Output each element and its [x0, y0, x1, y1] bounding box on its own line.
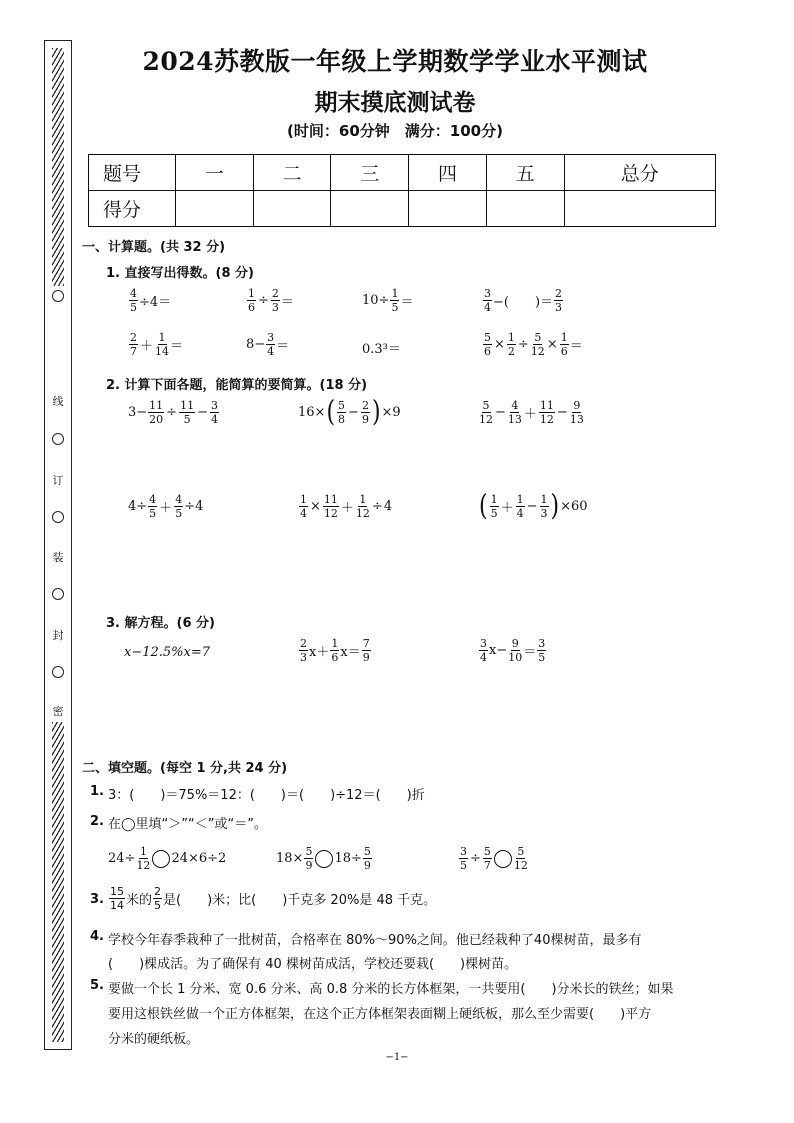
denominator: 12: [539, 413, 554, 426]
numerator: 2: [300, 637, 307, 650]
expr-text: ＝: [170, 339, 184, 354]
numerator: 1: [331, 637, 339, 650]
expr-a3: [362, 288, 413, 313]
denominator: 20: [149, 413, 164, 426]
numerator: 5: [305, 845, 313, 858]
denominator: 10: [508, 651, 523, 664]
denominator: 9: [305, 859, 313, 872]
left-paren: (: [326, 395, 336, 429]
denominator: 14: [155, 345, 170, 358]
expr-a1: [128, 288, 171, 313]
numerator: 4: [149, 493, 157, 506]
denominator: 4: [516, 507, 524, 520]
numerator: 15: [110, 885, 124, 898]
left-paren: (: [479, 489, 488, 523]
denominator: 4: [484, 301, 491, 314]
numerator: 1: [300, 493, 307, 506]
operator: −: [495, 405, 506, 420]
expr-a2: [246, 288, 294, 313]
numerator: 2: [130, 331, 137, 344]
numerator: 11: [149, 399, 164, 412]
operator: ×: [494, 337, 505, 352]
denominator: 5: [130, 301, 137, 314]
section2-q4-line1: 学校今年春季栽种了一批树苗，合格率在 80%～90%之间。他已经栽种了40棵树苗，最多有: [108, 933, 642, 948]
denominator: 3: [555, 301, 563, 314]
right-paren: ): [550, 489, 560, 523]
right-paren: ): [371, 395, 381, 429]
denominator: 12: [323, 507, 338, 520]
expr-text: ＝: [276, 339, 290, 354]
numerator: 5: [517, 845, 525, 858]
score-header-cell: 一: [176, 155, 254, 191]
expr-text: −( )＝: [493, 295, 554, 310]
numerator: 1: [158, 331, 166, 344]
expr-text: 16×: [298, 405, 326, 420]
denominator: 3: [300, 651, 307, 664]
numerator: 5: [484, 331, 491, 344]
denominator: 7: [483, 859, 491, 872]
expr-text: 24÷: [108, 851, 136, 866]
denominator: 5: [391, 301, 399, 314]
expr-a7: [362, 338, 401, 357]
section2-q2: 在◯里填“＞”“＜”或“＝”。: [108, 817, 267, 832]
denominator: 6: [560, 345, 568, 358]
denominator: 9: [363, 859, 371, 872]
expr-text: x＋: [309, 645, 330, 660]
numerator: 1: [139, 845, 147, 858]
expr-text: 4÷: [128, 499, 148, 514]
numerator: 2: [555, 287, 563, 300]
numerator: 5: [363, 845, 371, 858]
denominator: 4: [267, 345, 275, 358]
denominator: 12: [513, 859, 528, 872]
section1-q3: 3. 解方程。(6 分): [106, 616, 215, 631]
operator: −: [526, 499, 538, 514]
denominator: 5: [154, 899, 162, 912]
denominator: 5: [490, 507, 498, 520]
score-cell[interactable]: [253, 191, 331, 227]
denominator: 9: [362, 651, 370, 664]
score-header-cell: 题号: [89, 155, 176, 191]
numerator: 5: [534, 331, 542, 344]
expr-b5: [298, 494, 392, 519]
denominator: 5: [149, 507, 157, 520]
section1-q2: 2. 计算下面各题，能简算的要简算。(18 分): [106, 378, 368, 393]
denominator: 14: [110, 899, 124, 912]
score-cell[interactable]: [564, 191, 715, 227]
binding-char-feng: 封: [50, 627, 66, 643]
expr-c3: [478, 638, 547, 663]
numerator: 1: [560, 331, 568, 344]
score-header-cell: 四: [409, 155, 487, 191]
section2-q5-number: 5.: [90, 978, 104, 993]
numerator: 1: [490, 493, 498, 506]
expr-text: x−12.5%x=7: [124, 645, 211, 660]
expr-a8: [482, 332, 583, 357]
expr-b4: [128, 494, 203, 519]
denominator: 12: [530, 345, 545, 358]
score-table: [88, 154, 716, 227]
compare-c: [458, 846, 529, 871]
numerator: 1: [516, 493, 524, 506]
denominator: 12: [355, 507, 370, 520]
score-cell[interactable]: [409, 191, 487, 227]
expr-text: 0.3³＝: [362, 342, 401, 357]
operator: ＋: [340, 501, 354, 516]
section1-q1: 1. 直接写出得数。(8 分): [106, 266, 254, 281]
operator: ÷: [371, 499, 383, 514]
expr-text: ÷4＝: [139, 295, 172, 310]
expr-text: 24×6÷2: [171, 851, 227, 866]
expr-text: ＝: [569, 339, 583, 354]
binding-circle: [52, 666, 64, 678]
expr-text: ＝: [400, 295, 414, 310]
expr-text: x−: [489, 643, 508, 658]
score-header-cell: 三: [331, 155, 409, 191]
numerator: 1: [359, 493, 367, 506]
denominator: 7: [130, 345, 137, 358]
denominator: 2: [507, 345, 515, 358]
expr-text: ×60: [560, 499, 588, 514]
expr-text: ＝: [280, 295, 294, 310]
numerator: 1: [248, 287, 255, 300]
denominator: 5: [183, 413, 191, 426]
denominator: 12: [136, 859, 151, 872]
denominator: 3: [271, 301, 279, 314]
section2-q4-line2: ( )棵成活。为了确保有 40 棵树苗成活，学校还要栽( )棵树苗。: [108, 957, 518, 972]
operator: −: [348, 405, 359, 420]
score-table-score-row: [89, 191, 716, 227]
operator: ×: [310, 499, 321, 514]
section2-q1-number: 1.: [90, 784, 104, 799]
numerator: 2: [271, 287, 279, 300]
score-table-header-row: [89, 155, 716, 191]
numerator: 2: [361, 399, 369, 412]
expr-text: 米的: [126, 893, 153, 908]
binding-circle: [52, 433, 64, 445]
expr-c2: [298, 638, 372, 663]
section1-title: 一、计算题。(共 32 分): [82, 240, 226, 255]
denominator: 5: [175, 507, 183, 520]
denominator: 9: [361, 413, 369, 426]
numerator: 3: [210, 399, 218, 412]
section2-q2-number: 2.: [90, 814, 104, 829]
denominator: 6: [484, 345, 491, 358]
expr-text: 8−: [246, 337, 266, 352]
denominator: 12: [479, 413, 493, 426]
expr-b1: [128, 400, 220, 425]
binding-char-ding: 订: [50, 472, 66, 488]
expr-b2: [298, 395, 401, 429]
denominator: 4: [210, 413, 218, 426]
exam-title: 2024苏教版一年级上学期数学学业水平测试: [142, 47, 648, 76]
compare-circle-blank[interactable]: [315, 850, 333, 868]
score-row-label: 得分: [89, 191, 176, 227]
section2-q5-line2: 要用这根铁丝做一个正方体框架，在这个正方体框架表面糊上硬纸板，那么至少需要( )平方: [108, 1007, 652, 1022]
binding-char-zhuang: 装: [50, 549, 66, 565]
expr-text: 18×: [276, 851, 304, 866]
operator: ÷: [517, 337, 529, 352]
score-header-cell: 总分: [564, 155, 715, 191]
numerator: 1: [391, 287, 399, 300]
section2-q5-line1: 要做一个长 1 分米、宽 0.6 分米、高 0.8 分米的长方体框架，一共要用( )分米长的铁丝；如果: [108, 982, 674, 997]
section2-q4-number: 4.: [90, 929, 104, 944]
expr-b3: [478, 400, 585, 425]
operator: −: [556, 405, 568, 420]
section2-q5-line3: 分米的硬纸板。: [108, 1032, 200, 1047]
numerator: 3: [538, 637, 546, 650]
section2-q1: 3：( )＝75%＝12：( )＝( )÷12＝( )折: [108, 788, 425, 803]
operator: ＋: [500, 501, 514, 516]
compare-circle-blank[interactable]: [494, 850, 512, 868]
denominator: 5: [538, 651, 546, 664]
exam-info: (时间：60分钟 满分：100分): [287, 122, 503, 140]
numerator: 11: [323, 493, 338, 506]
binding-circle: [52, 290, 64, 302]
compare-a: [108, 846, 226, 871]
operator: ÷: [258, 293, 269, 308]
exam-subtitle: 期末摸底测试卷: [314, 89, 476, 116]
score-cell[interactable]: [486, 191, 564, 227]
operator: ＋: [140, 339, 154, 354]
numerator: 4: [130, 287, 137, 300]
operator: ＋: [523, 407, 537, 422]
numerator: 3: [484, 287, 491, 300]
binding-circle: [52, 511, 64, 523]
numerator: 3: [267, 331, 275, 344]
numerator: 9: [573, 399, 581, 412]
denominator: 6: [331, 651, 339, 664]
score-cell[interactable]: [176, 191, 254, 227]
denominator: 6: [248, 301, 255, 314]
section2-q3-number: 3.: [90, 892, 104, 907]
expr-text: ×9: [381, 405, 401, 420]
numerator: 9: [511, 637, 519, 650]
expr-text: ÷4: [184, 499, 204, 514]
binding-hatch-bottom: [52, 722, 64, 1042]
expr-a6: [246, 332, 289, 357]
expr-b6: [478, 489, 588, 523]
score-header-cell: 二: [253, 155, 331, 191]
expr-text: x＝: [340, 645, 361, 660]
numerator: 1: [540, 493, 548, 506]
numerator: 2: [154, 885, 162, 898]
operator: ÷: [166, 405, 178, 420]
binding-char-xian: 线: [50, 393, 66, 409]
denominator: 4: [300, 507, 307, 520]
binding-hatch-top: [52, 48, 64, 286]
expr-a4: [482, 288, 564, 313]
page-number: −1−: [385, 1052, 409, 1063]
numerator: 11: [539, 399, 554, 412]
numerator: 3: [460, 845, 467, 858]
operator: ÷: [470, 851, 481, 866]
denominator: 4: [480, 651, 487, 664]
numerator: 7: [362, 637, 370, 650]
expr-text: 是( )米；比( )千克多 20%是 48 千克。: [163, 893, 437, 908]
compare-b: [276, 846, 373, 871]
section2-q3: [108, 886, 436, 911]
denominator: 13: [569, 413, 584, 426]
compare-circle-blank[interactable]: [152, 850, 170, 868]
denominator: 3: [540, 507, 548, 520]
operator: −: [197, 405, 208, 420]
binding-circle: [52, 588, 64, 600]
expr-text: 18÷: [334, 851, 362, 866]
operator: ×: [546, 337, 558, 352]
numerator: 4: [175, 493, 183, 506]
score-header-cell: 五: [486, 155, 564, 191]
denominator: 8: [338, 413, 346, 426]
numerator: 4: [511, 399, 519, 412]
numerator: 11: [180, 399, 195, 412]
numerator: 5: [338, 399, 346, 412]
denominator: 5: [460, 859, 467, 872]
section2-title: 二、填空题。(每空 1 分,共 24 分): [82, 761, 288, 776]
expr-text: 4: [383, 499, 393, 514]
expr-a5: [128, 332, 183, 357]
denominator: 13: [507, 413, 522, 426]
numerator: 1: [507, 331, 515, 344]
binding-char-mi: 密: [50, 703, 66, 719]
expr-text: 3−: [128, 405, 148, 420]
numerator: 5: [483, 845, 491, 858]
numerator: 3: [480, 637, 487, 650]
expr-text: ＝: [523, 645, 537, 660]
operator: ＋: [159, 501, 173, 516]
expr-c1: [124, 645, 210, 660]
numerator: 5: [482, 399, 490, 412]
expr-text: 10÷: [362, 293, 390, 308]
score-cell[interactable]: [331, 191, 409, 227]
